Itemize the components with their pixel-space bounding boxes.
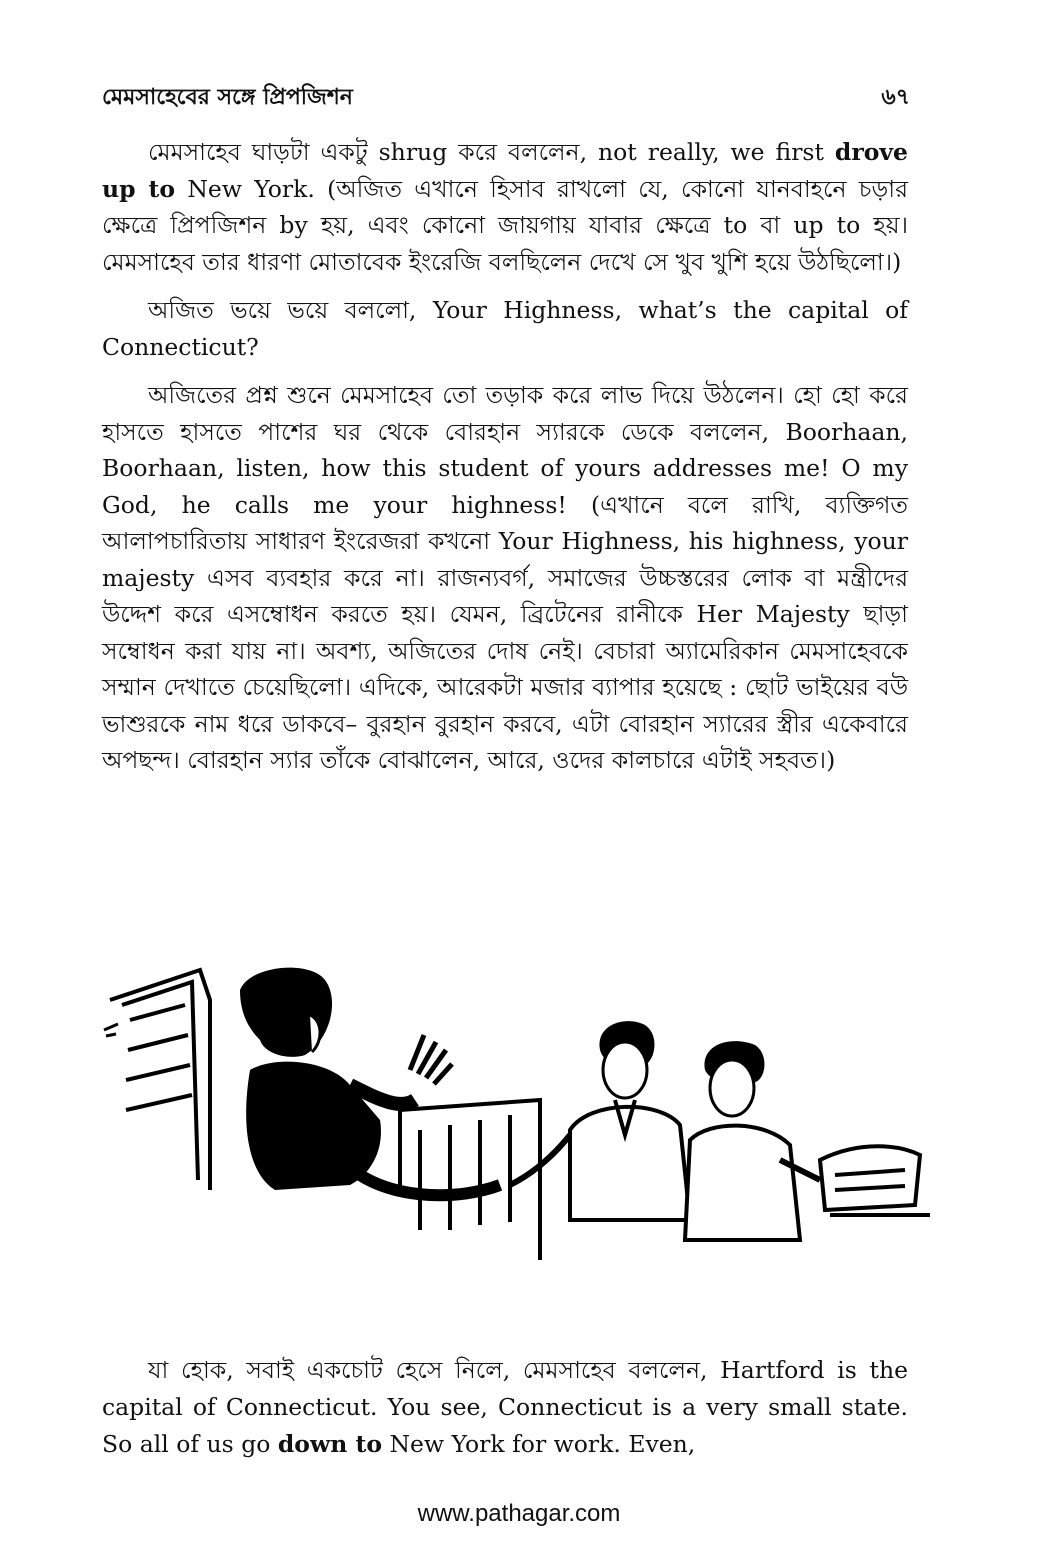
chapter-title: মেমসাহেবের সঙ্গে প্রিপজিশন (102, 85, 353, 110)
text-run: যা হোক, সবাই একচোট হেসে নিলে, মেমসাহেব বললেন, Hartford is the capital of Connecticut. You see, Connecticut is a very small state. So all of us go (102, 1356, 908, 1458)
bottom-paragraph (102, 1352, 908, 1475)
text-run: New York. (অজিত এখানে হিসাব রাখলো যে, কোনো যানবাহনে চড়ার ক্ষেত্রে প্রিপজিশন by হয়, এবং কোনো জায়গায় যাবার ক্ষেত্রে to বা up to হয়। মেমসাহেব তার ধারণা মোতাবেক ইংরেজি বলছিলেন দেখে সে খুব খুশি হয়ে উঠছিলো।) (102, 174, 908, 276)
footer-url: www.pathagar.com (417, 1500, 621, 1527)
door-frame-drawing (110, 970, 210, 1190)
bold-phrase: down to (277, 1430, 383, 1458)
body-text (102, 134, 908, 791)
boy-figure-1 (510, 1021, 690, 1220)
bold-phrase: drove up to (102, 138, 908, 203)
text-run: অজিত ভয়ে ভয়ে বললো, Your Highness, what’s the capital of Connecticut? (102, 296, 908, 361)
text-run: অজিতের প্রশ্ন শুনে মেমসাহেব তো তড়াক করে লাভ দিয়ে উঠলেন। হো হো করে হাসতে হাসতে পাশের ঘর থেকে বোরহান স্যারকে ডেকে বললেন, Boorhaan, Boorhaan, listen, how this student of yours addresses me! O my God, he calls me your highness! (এখানে বলে রাখি, ব্যক্তিগত আলাপচারিতায় সাধারণ ইংরেজরা কখনো Your Highness, his highness, your majesty এসব ব্যবহার করে না। রাজন্যবর্গ, সমাজের উচ্চস্তরের লোক বা মন্ত্রীদের উদ্দেশ করে এসম্বোধন করতে হয়। যেমন, ব্রিটেনের রানীকে Her Majesty ছাড়া সম্বোধন করা যায় না। অবশ্য, অজিতের দোষ নেই। বেচারা অ্যামেরিকান মেমসাহেবকে সম্মান দেখাতে চেয়েছিলো। এদিকে, আরেকটা মজার ব্যাপার হয়েছে : ছোট ভাইয়ের বউ ভাশুরকে নাম ধরে ডাকবে– বুরহান বুরহান করবে, এটা বোরহান স্যারের স্ত্রীর একেবারে অপছন্দ। বোরহান স্যার তাঁকে বোঝালেন, আরে, ওদের কালচারে এটাই সহবত।) (102, 381, 908, 774)
box-drawing (820, 1146, 930, 1215)
page-number: ৬৭ (881, 85, 910, 110)
woman-figure (240, 968, 500, 1196)
boy-figure-2 (685, 1041, 820, 1240)
paragraph (102, 1352, 908, 1463)
running-header (102, 80, 910, 116)
paragraph (102, 377, 908, 779)
paragraph (102, 134, 908, 280)
paragraph (102, 292, 908, 365)
illustration (100, 960, 932, 1260)
text-run: মেমসাহেব ঘাড়টা একটু shrug করে বললেন, not really, we first (148, 138, 835, 166)
text-run: New York for work. Even, (382, 1430, 696, 1458)
